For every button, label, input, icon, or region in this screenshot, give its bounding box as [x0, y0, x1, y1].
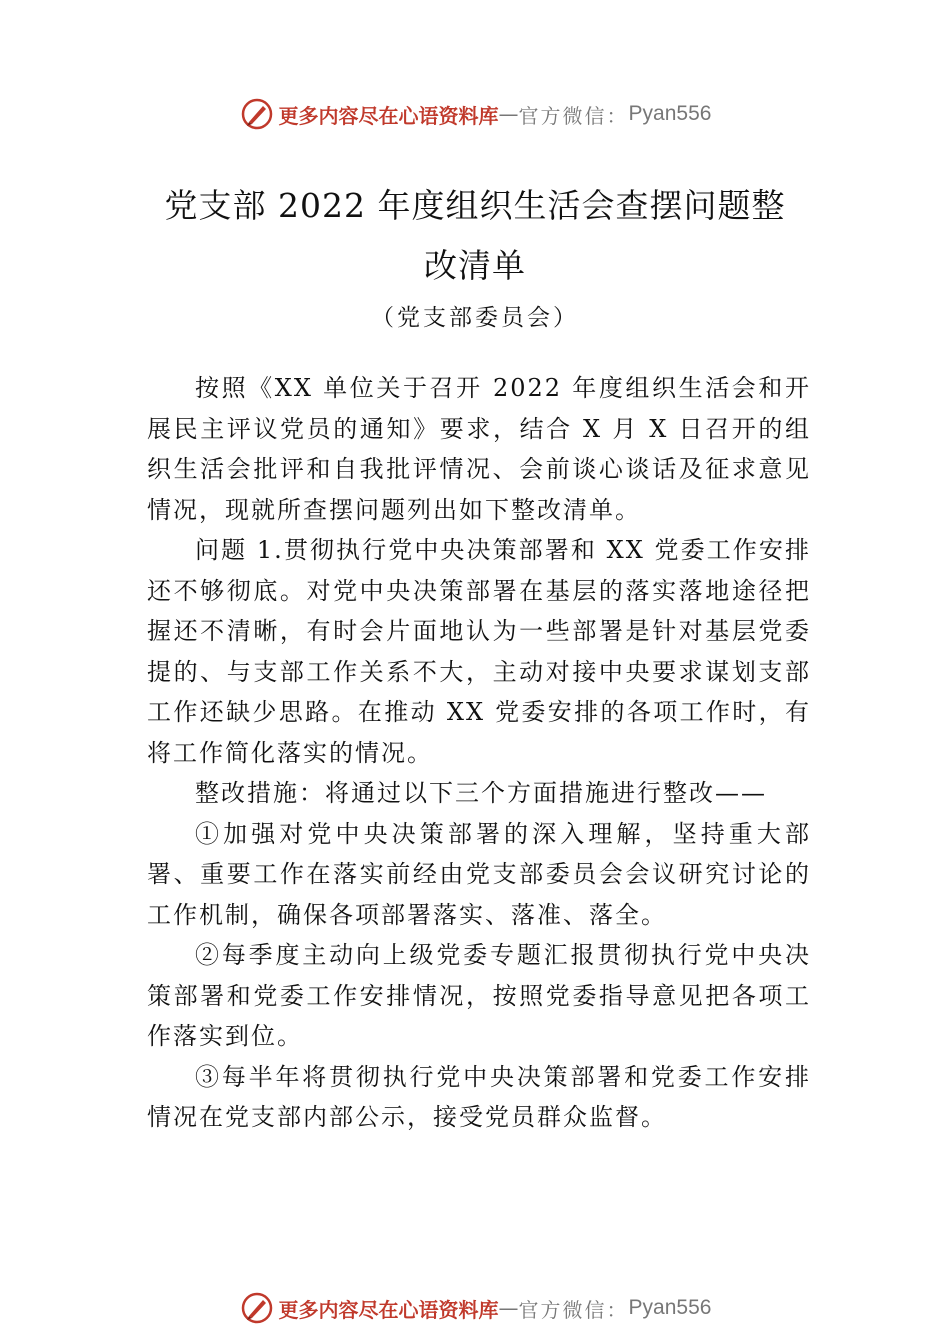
paragraph-measure-2: ②每季度主动向上级党委专题汇报贯彻执行党中央决策部署和党委工作安排情况，按照党委指导意见把各项工作落实到位。 — [147, 941, 811, 1050]
paragraph-measure-1: ①加强对党中央决策部署的深入理解，坚持重大部署、重要工作在落实前经由党支部委员会会议研究讨论的工作机制，确保各项部署落实、落准、落全。 — [147, 819, 811, 929]
document-subtitle: （党支部委员会） — [371, 305, 579, 331]
footer-contact-id: Pyan556 — [628, 1296, 712, 1319]
pen-logo-icon — [239, 1290, 275, 1326]
paragraph-measure-3: ③每半年将贯彻执行党中央决策部署和党委工作安排情况在党支部内部公示，接受党员群众监督。 — [147, 1062, 811, 1131]
document-title — [140, 176, 810, 296]
header-banner — [0, 92, 950, 136]
footer-banner — [0, 1286, 950, 1330]
paragraph-intro: 按照《XX 单位关于召开 2022 年度组织生活会和开展民主评议党员的通知》要求，结合 X 月 X 日召开的组织生活会批评和自我批评情况、会前谈心谈话及征求意见情况，现就所查摆问题列出如下整改清单。 — [147, 374, 811, 524]
document-title-line2: 改清单 — [424, 246, 526, 285]
banner-contact-id: Pyan556 — [628, 102, 712, 125]
document-title-line1: 党支部 2022 年度组织生活会查摆问题整 — [164, 186, 786, 225]
paragraph-problem-1: 问题 1.贯彻执行党中央决策部署和 XX 党委工作安排还不够彻底。对党中央决策部署在基层的落实落地途径把握还不清晰，有时会片面地认为一些部署是针对基层党委提的、与支部工作关系不大，主动对接中央要求谋划支部工作还缺少思路。在推动 XX 党委安排的各项工作时，有将工作简化落实的情况。 — [147, 536, 811, 767]
banner-contact-label: 官方微信： — [518, 103, 629, 128]
pen-logo-icon — [239, 96, 275, 132]
document-body — [147, 368, 811, 1138]
footer-contact-label: 官方微信： — [518, 1297, 629, 1322]
banner-separator: — — [498, 102, 519, 126]
footer-brand-text: 更多内容尽在心语资料库 — [278, 1297, 499, 1322]
footer-separator: — — [498, 1296, 519, 1320]
paragraph-measures-heading: 整改措施：将通过以下三个方面措施进行整改—— — [195, 779, 767, 807]
banner-brand-text: 更多内容尽在心语资料库 — [278, 103, 499, 128]
